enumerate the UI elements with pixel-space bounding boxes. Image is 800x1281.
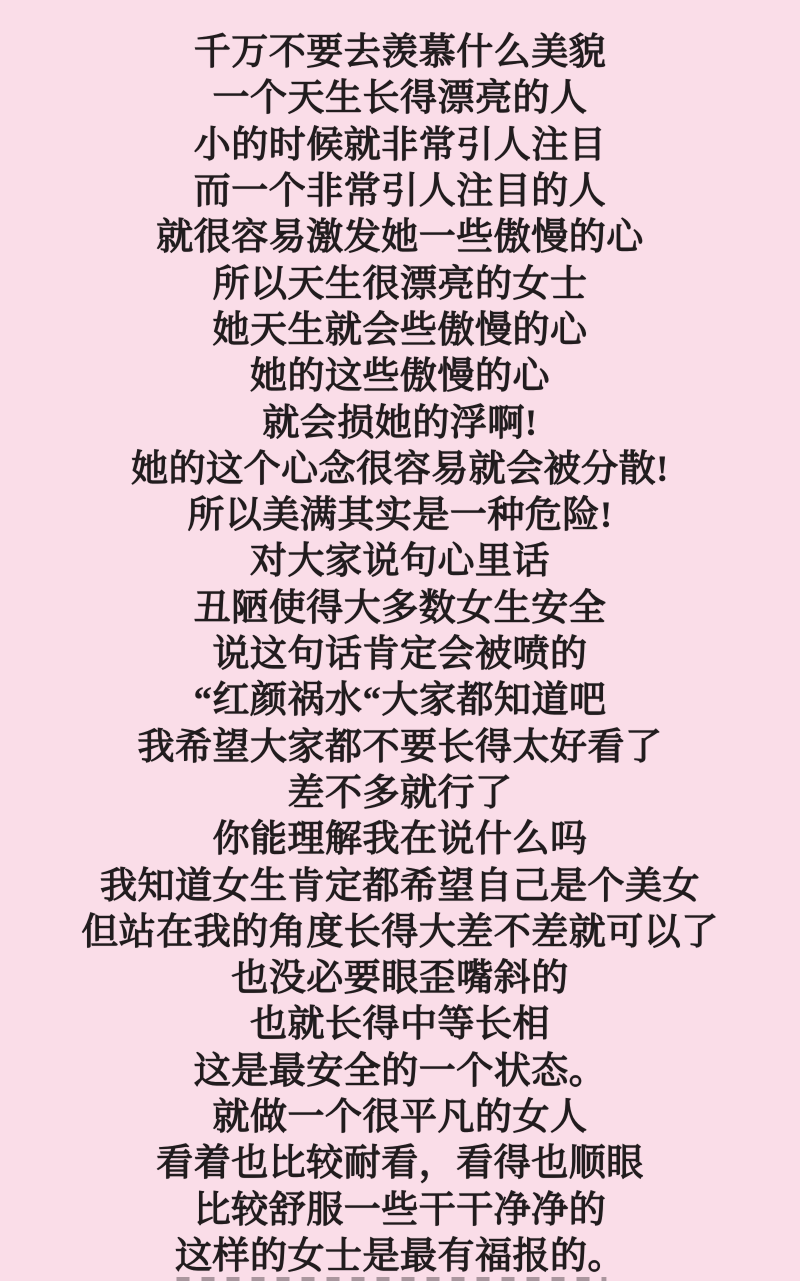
text-line: 对大家说句心里话: [250, 541, 550, 583]
text-line: 而一个非常引人注目的人: [193, 171, 607, 213]
text-line: 就很容易激发她一些傲慢的心: [156, 217, 644, 259]
text-line: 比较舒服一些干干净净的: [193, 1189, 607, 1231]
text-line: 也没必要眼歪嘴斜的: [231, 958, 569, 1000]
text-line: 她天生就会些傲慢的心: [212, 309, 588, 351]
text-line: 这是最安全的一个状态。: [193, 1050, 607, 1092]
text-line: 一个天生长得漂亮的人: [212, 78, 588, 120]
text-line: 也就长得中等长相: [250, 1004, 550, 1046]
text-line: 就会损她的浮啊!: [262, 402, 538, 444]
text-line: 看着也比较耐看，看得也顺眼: [156, 1143, 644, 1185]
text-line: 千万不要去羡慕什么美貌: [193, 32, 607, 74]
text-line: 我希望大家都不要长得太好看了: [137, 726, 663, 768]
text-line: 说这句话肯定会被喷的: [212, 634, 588, 676]
text-line: 这样的女士是最有福报的。: [175, 1235, 625, 1277]
text-line: 所以天生很漂亮的女士: [212, 263, 588, 305]
text-line: 她的这个心念很容易就会被分散!: [131, 448, 669, 490]
text-line: “红颜祸水“大家都知道吧: [193, 680, 607, 722]
text-line: 就做一个很平凡的女人: [212, 1096, 588, 1138]
text-line: 但站在我的角度长得大差不差就可以了: [81, 911, 719, 953]
text-line: 所以美满其实是一种危险!: [187, 495, 613, 537]
text-line: 我知道女生肯定都希望自己是个美女: [100, 865, 700, 907]
cropped-next-line-strip: [176, 1277, 606, 1281]
text-line: 差不多就行了: [287, 772, 513, 814]
text-line: 她的这些傲慢的心: [250, 356, 550, 398]
text-line: 你能理解我在说什么吗: [212, 819, 588, 861]
text-line: 丑陋使得大多数女生安全: [193, 587, 607, 629]
text-line: 小的时候就非常引人注目: [193, 124, 607, 166]
